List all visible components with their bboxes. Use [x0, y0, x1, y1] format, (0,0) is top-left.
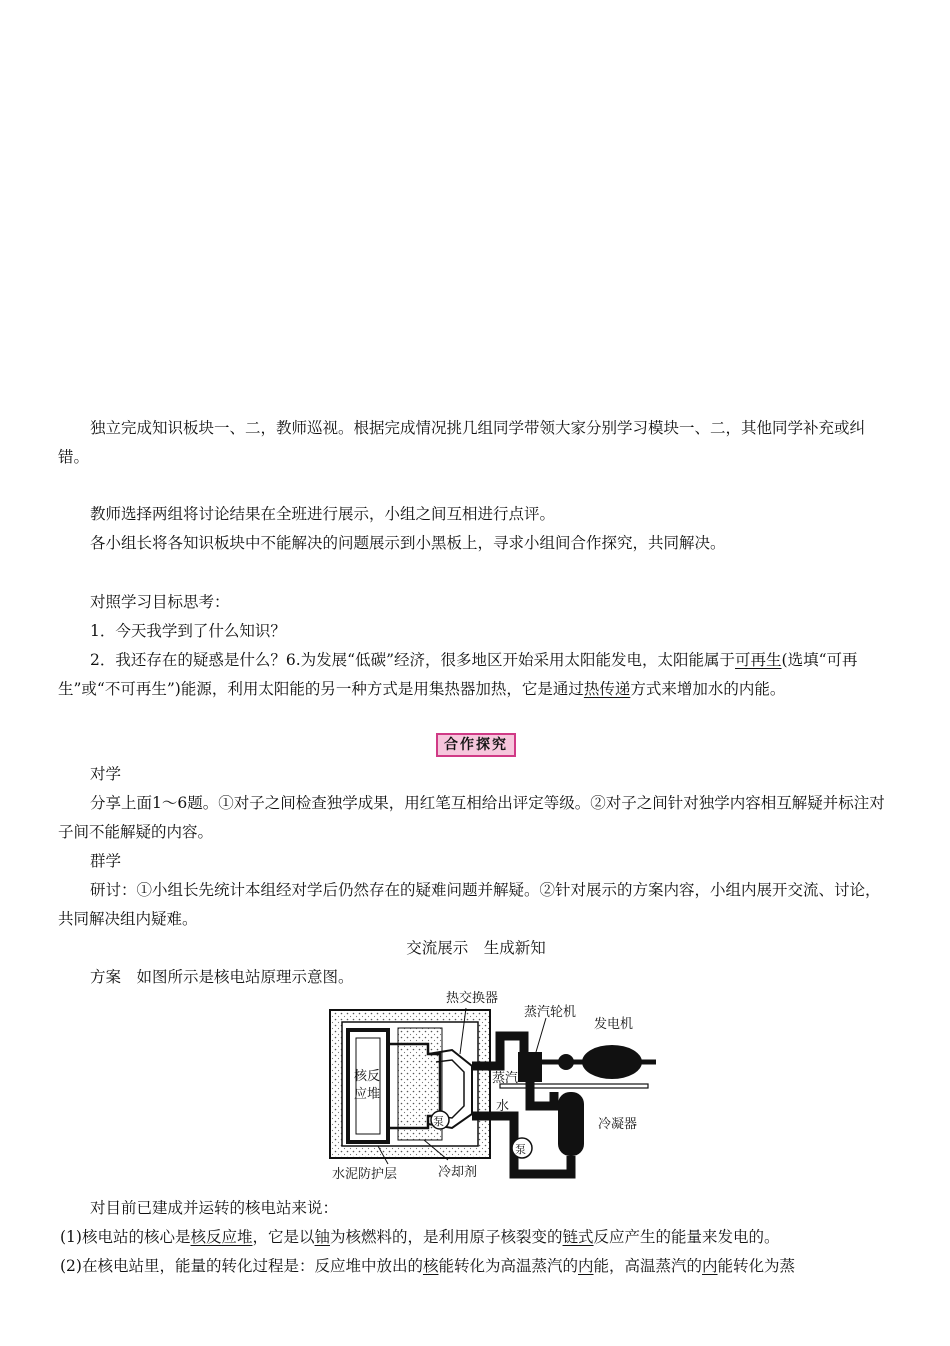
answer-renewable: 可再生	[735, 651, 782, 669]
section-title: 交流展示 生成新知	[406, 939, 546, 957]
label-generator: 发电机	[594, 1017, 634, 1032]
cooperation-badge-row	[58, 733, 894, 757]
item-1-m1: ，它是以	[252, 1228, 315, 1246]
label-coolant: 冷却剂	[438, 1165, 478, 1180]
question-2-post: 方式来增加水的内能。	[630, 680, 786, 698]
para-1: 独立完成知识板块一、二，教师巡视。根据完成情况挑几组同学带领大家分别学习模块一、二，其他同学补充或纠错。	[58, 419, 866, 466]
exhaust-pipe	[530, 1082, 554, 1106]
label-pump-primary: 泵	[433, 1115, 444, 1128]
base-plate	[500, 1084, 648, 1088]
label-pump-secondary: 泵	[515, 1143, 526, 1156]
nuclear-questions	[58, 1194, 894, 1281]
para-2: 教师选择两组将讨论结果在全班进行展示，小组之间互相进行点评。	[90, 505, 556, 523]
question-2	[58, 646, 894, 704]
reflect-title: 对照学习目标思考：	[90, 593, 230, 611]
reactor-inner	[356, 1038, 380, 1134]
item-2-m1: 能转化为高温蒸汽的	[438, 1257, 578, 1275]
question-2-mid: (选填“可再生”或“不可再生”)能源，利用太阳能的另一种方式是用集热器加热，它是通过	[58, 651, 858, 698]
answer-heat-transfer: 热传递	[583, 680, 631, 698]
intro-2: 对目前已建成并运转的核电站来说：	[90, 1199, 339, 1217]
paragraph-group-display	[58, 500, 894, 558]
question-2-pre: 2．我还存在的疑惑是什么？6.为发展“低碳”经济，很多地区开始采用太阳能发电，太阳能属于	[90, 651, 736, 669]
generator	[582, 1045, 642, 1079]
item-1-post: 反应产生的能量来发电的。	[593, 1228, 780, 1246]
answer-chain: 链式	[562, 1228, 594, 1246]
item-1	[58, 1223, 894, 1252]
answer-internal-2: 内	[702, 1257, 718, 1275]
nuclear-plant-diagram	[328, 988, 660, 1184]
label-reactor-2: 应堆	[354, 1087, 381, 1102]
label-water: 水	[496, 1099, 510, 1114]
duixue-title: 对学	[90, 765, 122, 783]
condenser	[558, 1092, 584, 1156]
item-2-post: 能转化为蒸	[717, 1257, 796, 1275]
question-1: 1．今天我学到了什么知识？	[90, 622, 286, 640]
label-concrete: 水泥防护层	[332, 1167, 398, 1182]
answer-internal-1: 内	[578, 1257, 594, 1275]
answer-nuclear: 核	[422, 1257, 439, 1275]
label-steam: 蒸汽	[492, 1071, 519, 1086]
answer-uranium: 铀	[314, 1228, 331, 1246]
paragraph-independent-study	[58, 414, 894, 472]
turbine	[518, 1052, 542, 1082]
item-2	[58, 1252, 894, 1281]
item-2-pre: (2)在核电站里，能量的转化过程是：反应堆中放出的	[60, 1257, 423, 1275]
reflection-section	[58, 588, 894, 704]
section-heading	[58, 934, 894, 963]
answer-reactor: 核反应堆	[190, 1228, 253, 1246]
para-3: 各小组长将各知识板块中不能解决的问题展示到小黑板上，寻求小组间合作探究，共同解决。	[90, 534, 726, 552]
label-condenser: 冷凝器	[598, 1117, 638, 1132]
label-heat-exchanger: 热交换器	[446, 991, 499, 1006]
coupling	[558, 1054, 574, 1070]
pair-group-study	[58, 760, 894, 934]
cooperation-badge: 合作探究	[436, 733, 516, 757]
qunxue-text: 研讨：①小组长先统计本组经对学后仍然存在的疑难问题并解疑。②针对展示的方案内容，小组内展开交流、讨论，共同解决组内疑难。	[58, 881, 881, 928]
qunxue-title: 群学	[90, 852, 122, 870]
item-1-m2: 为核燃料的，是利用原子核裂变的	[330, 1228, 563, 1246]
item-2-m2: 能，高温蒸汽的	[593, 1257, 703, 1275]
item-1-pre: (1)核电站的核心是	[60, 1228, 191, 1246]
pointer-turbine	[536, 1018, 546, 1052]
label-turbine: 蒸汽轮机	[524, 1005, 577, 1020]
plan-text: 方案 如图所示是核电站原理示意图。	[90, 968, 354, 986]
label-reactor: 核反	[354, 1069, 381, 1084]
duixue-text: 分享上面1～6题。①对子之间检查独学成果，用红笔互相给出评定等级。②对子之间针对独学内容相互解疑并标注对子间不能解疑的内容。	[58, 794, 885, 841]
